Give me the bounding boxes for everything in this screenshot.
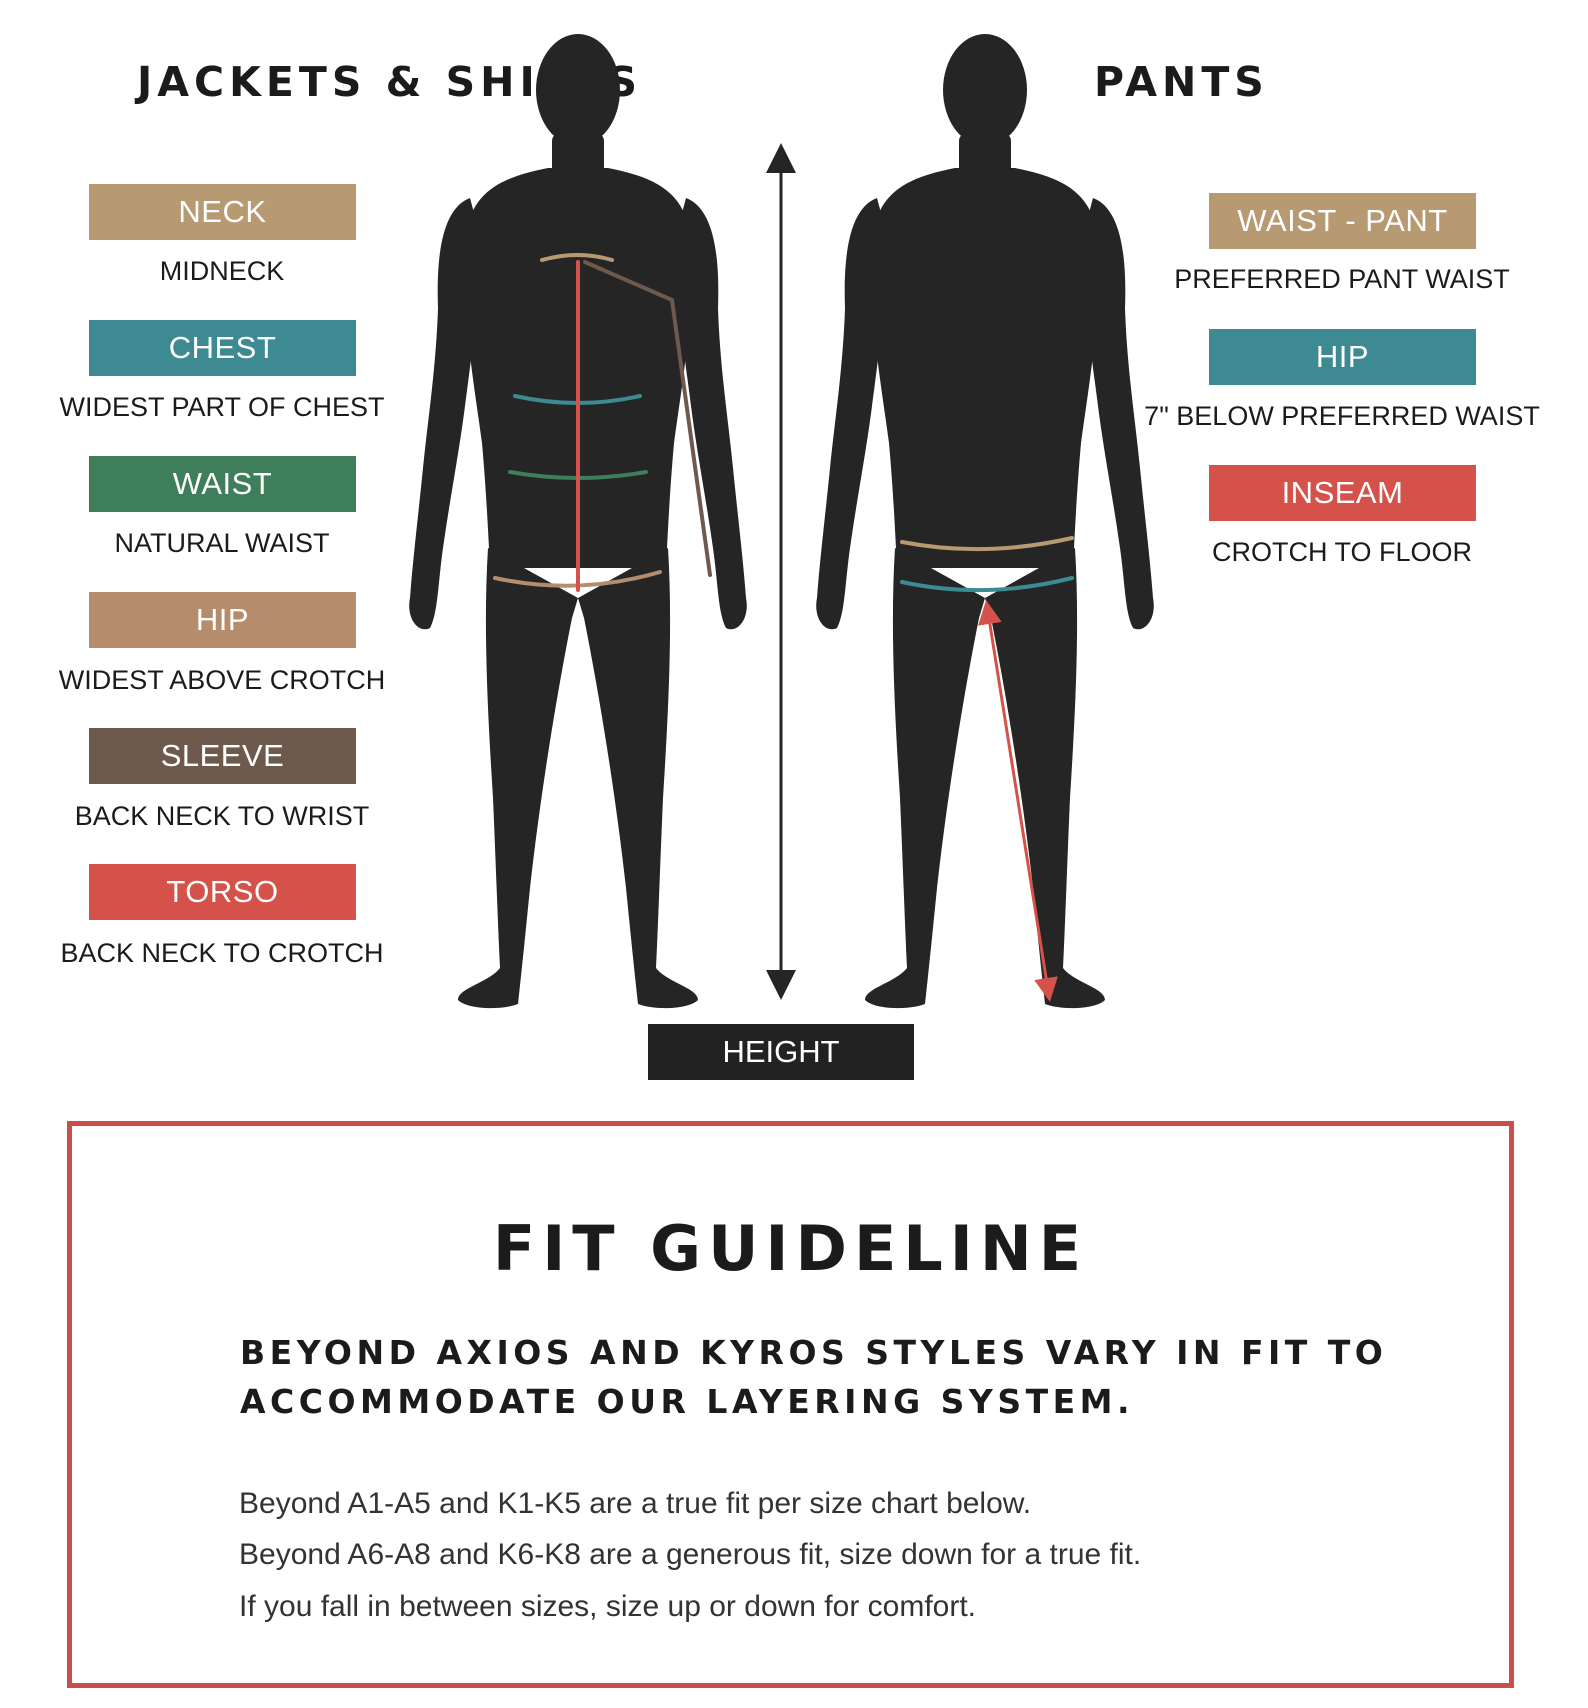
fit-guideline-title: FIT GUIDELINE [492,1212,1089,1285]
waist-tag: WAIST [89,456,356,512]
pants-figure [816,34,1154,1008]
pants-heading: PANTS [1094,58,1269,106]
pants-hip-tag: HIP [1209,329,1476,385]
torso-description: BACK NECK TO CROTCH [60,938,384,968]
fit-guideline-box [67,1121,1514,1688]
neck-tag: NECK [89,184,356,240]
fit-text-line-1: Beyond A1-A5 and K1-K5 are a true fit per size chart below. [239,1487,1032,1520]
fit-text-line-2: Beyond A6-A8 and K6-K8 are a generous fit, size down for a true fit. [239,1538,1142,1571]
neck-description: MIDNECK [159,256,285,286]
height-label: HEIGHT [648,1024,914,1080]
inseam-tag: INSEAM [1209,465,1476,521]
chest-tag: CHEST [89,320,356,376]
waist-pant-description: PREFERRED PANT WAIST [1174,264,1510,294]
fit-subtitle-line-2: ACCOMMODATE OUR LAYERING SYSTEM. [240,1382,1135,1421]
inseam-description: CROTCH TO FLOOR [1211,537,1473,567]
waist-pant-tag: WAIST - PANT [1209,193,1476,249]
fit-subtitle-line-1: BEYOND AXIOS AND KYROS STYLES VARY IN FIT TO [240,1333,1388,1372]
waist-description: NATURAL WAIST [114,528,330,558]
pants-hip-description: 7" BELOW PREFERRED WAIST [1144,401,1540,431]
jackets-shirts-heading: JACKETS & SHIRTS [137,58,642,106]
fit-text-line-3: If you fall in between sizes, size up or down for comfort. [239,1590,977,1623]
chest-description: WIDEST PART OF CHEST [59,392,385,422]
sleeve-tag: SLEEVE [89,728,356,784]
torso-tag: TORSO [89,864,356,920]
sleeve-description: BACK NECK TO WRIST [74,801,370,831]
hip-description: WIDEST ABOVE CROTCH [58,665,386,695]
hip-tag: HIP [89,592,356,648]
